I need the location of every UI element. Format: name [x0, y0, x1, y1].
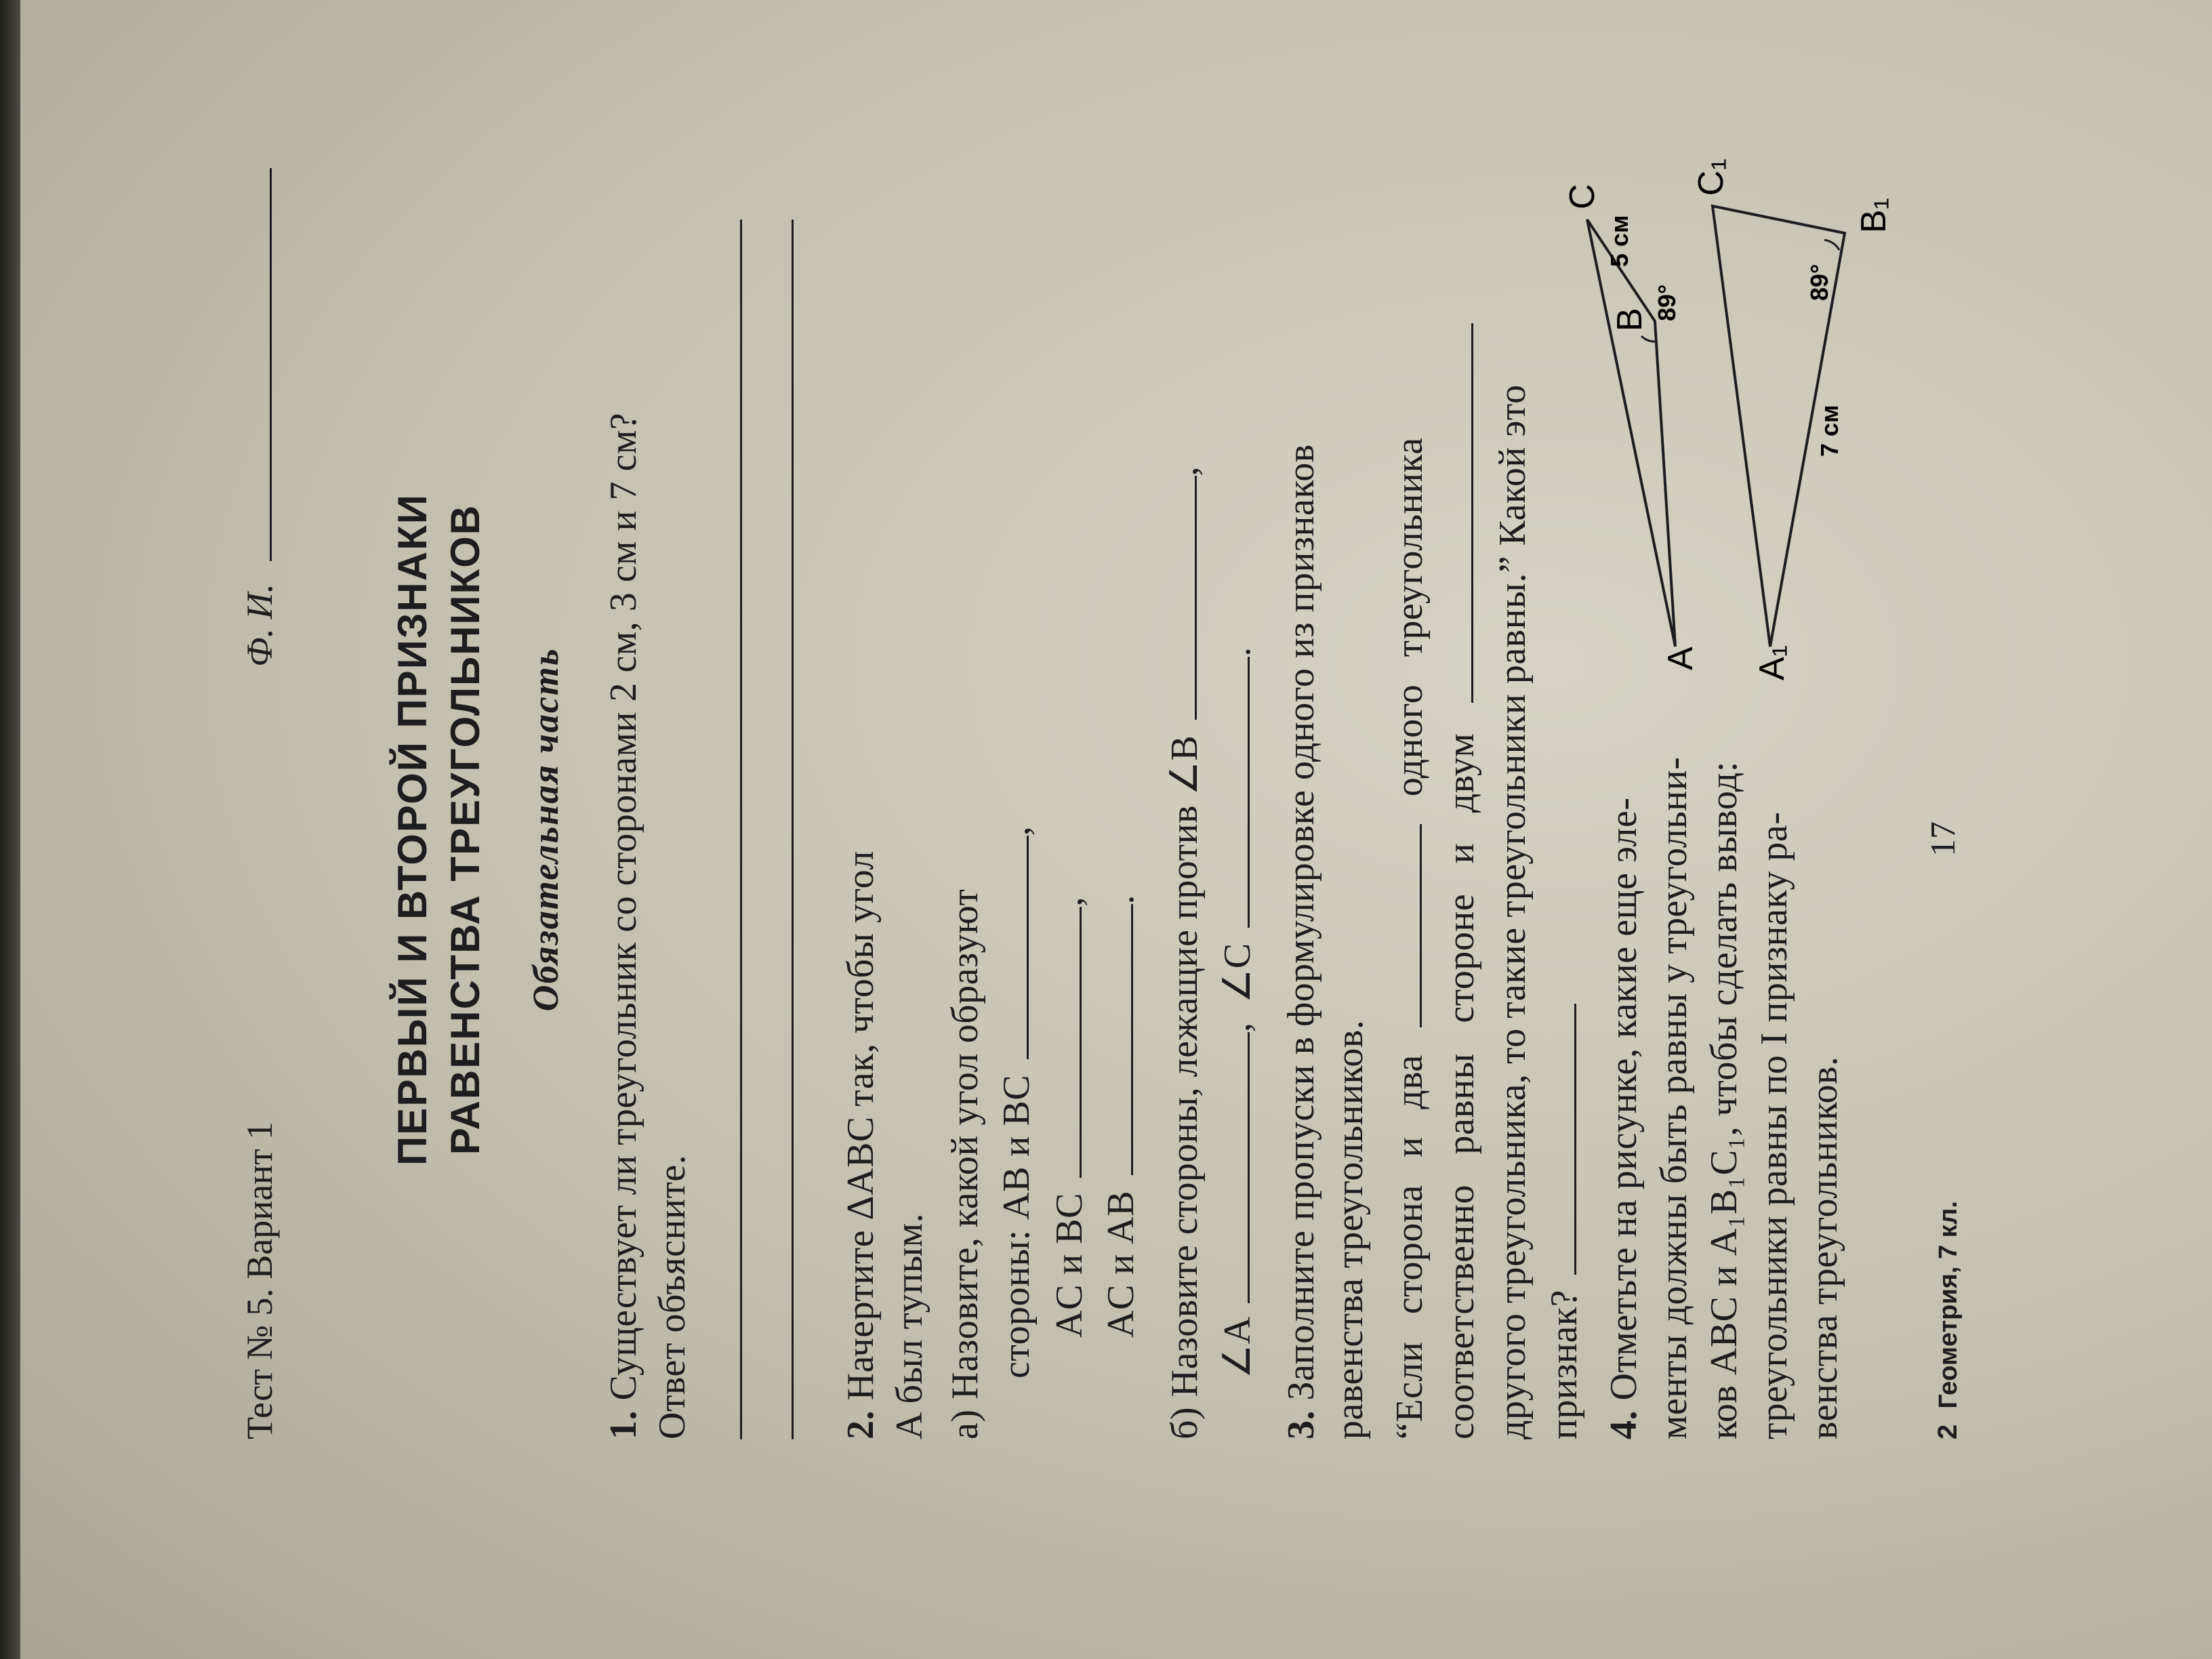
question-2a-text: Назовите, какой угол образуют [944, 888, 986, 1399]
question-3-quote-line-2 [1442, 323, 1480, 1439]
question-4-line-2: менты должны быть равны у треугольни- [1653, 756, 1695, 1439]
answer-blank-which-test[interactable] [1574, 1004, 1576, 1275]
triangle-a1b1c1 [1692, 159, 1893, 680]
question-4-number: 4. [1603, 1410, 1645, 1439]
vertex-a-label: A [1661, 647, 1700, 670]
binding-edge [0, 0, 20, 1659]
question-2a-line-1 [946, 888, 984, 1439]
quote-part-b: одного треугольника [1389, 437, 1431, 797]
question-2a-line-4: AC и AB . [1100, 894, 1142, 1338]
question-3-quote-line-1 [1391, 437, 1429, 1439]
question-2a-line-3: AC и BC , [1048, 897, 1090, 1338]
question-3-text: Заполните пропуски в формулировке одного из признаков [1280, 444, 1322, 1401]
footer-left [1933, 1201, 1963, 1439]
question-3-line-1 [1282, 444, 1320, 1439]
answer-blank-ac-bc[interactable] [1080, 907, 1082, 1178]
question-4-line-4: треугольники равны по I признаку ра- [1753, 811, 1795, 1439]
worksheet-page [198, 125, 2014, 1534]
question-2a-line-2: стороны: AB и BC , [996, 825, 1038, 1378]
title-line-1: ПЕРВЫЙ И ВТОРОЙ ПРИЗНАКИ [390, 493, 435, 1166]
question-3-number: 3. [1280, 1410, 1322, 1439]
page-number: 17 [1924, 821, 1963, 857]
question-3-line-2: равенства треугольников. [1329, 1019, 1371, 1439]
side-bc-length: 5 см [1605, 215, 1633, 267]
question-2-line-2: A был тупым. [888, 1212, 930, 1439]
angle-b-value: 89° [1653, 284, 1681, 321]
question-2b-text: Назовите стороны, лежащие против ∠B [1164, 735, 1206, 1397]
triangles-figure [1560, 152, 1912, 708]
question-2-text: Начертите ΔABC так, чтобы угол [840, 851, 882, 1401]
side-a1b1-length: 7 см [1816, 405, 1843, 457]
pair-ab-bc: стороны: AB и BC [996, 1074, 1038, 1378]
question-2a-label: а) [944, 1409, 986, 1439]
answer-blank-angle-c[interactable] [1248, 657, 1250, 928]
title-line-2: РАВЕНСТВА ТРЕУГОЛЬНИКОВ [443, 504, 488, 1155]
triangle-abc [1563, 184, 1700, 670]
name-field-label [239, 168, 281, 667]
question-1-number: 1. [602, 1410, 644, 1439]
question-4-line-1 [1605, 797, 1643, 1439]
question-1-line-1 [602, 412, 644, 1439]
question-1-line-2: Ответ объясните. [651, 1154, 693, 1439]
vertex-b1-label: B₁ [1854, 197, 1893, 233]
quote-part-a: “Если сторона и два [1389, 1054, 1431, 1439]
triangle-abc-shape [1587, 220, 1675, 647]
question-1-text: Существует ли треугольник со сторонами 2 см, 3 см и 7 см? [602, 412, 644, 1401]
question-3-quote-line-4 [1545, 1004, 1583, 1439]
vertex-c1-label: C₁ [1692, 158, 1731, 196]
pair-ac-ab: AC и AB [1100, 1190, 1142, 1338]
question-2-line-1 [842, 851, 880, 1439]
question-4-line-3: ков ABC и A₁B₁C₁, чтобы сделать вывод: [1703, 761, 1745, 1439]
question-2b-line-1: б) Назовите стороны, лежащие против ∠B , [1164, 466, 1206, 1439]
question-2b-label: б) [1164, 1406, 1206, 1439]
angle-c-label: ∠C [1216, 943, 1258, 1003]
section-subtitle: Обязательная часть [525, 647, 566, 1012]
footer-sheet-number: 2 [1933, 1424, 1963, 1439]
question-4-line-5: венства треугольников. [1803, 1056, 1845, 1439]
question-2-number: 2. [840, 1410, 882, 1439]
test-label: Тест № 5. Вариант 1 [239, 1121, 280, 1439]
name-input-line[interactable] [270, 168, 272, 561]
question-2b-line-2: ∠A , ∠C . [1216, 647, 1258, 1378]
question-3-quote-line-3: другого треугольника, то такие треугольники равны.” Какой это [1492, 384, 1534, 1439]
pair-ac-bc: AC и BC [1048, 1193, 1090, 1338]
angle-b-arc [1641, 336, 1656, 342]
vertex-c-label: C [1563, 184, 1602, 209]
quote-part-c: соответственно равны стороне и двум [1440, 733, 1482, 1439]
answer-blank-quote-1[interactable] [1420, 824, 1422, 1027]
angle-b1-value: 89° [1805, 264, 1833, 301]
answer-blank-angle-a[interactable] [1248, 1032, 1250, 1303]
footer-book-title: Геометрия, 7 кл. [1934, 1201, 1963, 1409]
angle-b1-arc [1824, 240, 1839, 250]
answer-line-2[interactable] [792, 220, 794, 1439]
answer-blank-ab-bc[interactable] [1027, 836, 1029, 1059]
answer-blank-angle-b[interactable] [1195, 476, 1197, 720]
vertex-b-label: B [1610, 308, 1650, 331]
question-4-text: Отметьте на рисунке, какие еще эле- [1603, 797, 1645, 1401]
vertex-a1-label: A₁ [1753, 644, 1792, 680]
answer-line-1[interactable] [740, 220, 742, 1439]
answer-blank-quote-2[interactable] [1471, 323, 1473, 703]
quote-part-e: признак? [1543, 1290, 1585, 1439]
angle-a-label: ∠A [1216, 1318, 1258, 1378]
name-label: Ф. И. [239, 583, 280, 667]
answer-blank-ac-ab[interactable] [1131, 904, 1133, 1175]
